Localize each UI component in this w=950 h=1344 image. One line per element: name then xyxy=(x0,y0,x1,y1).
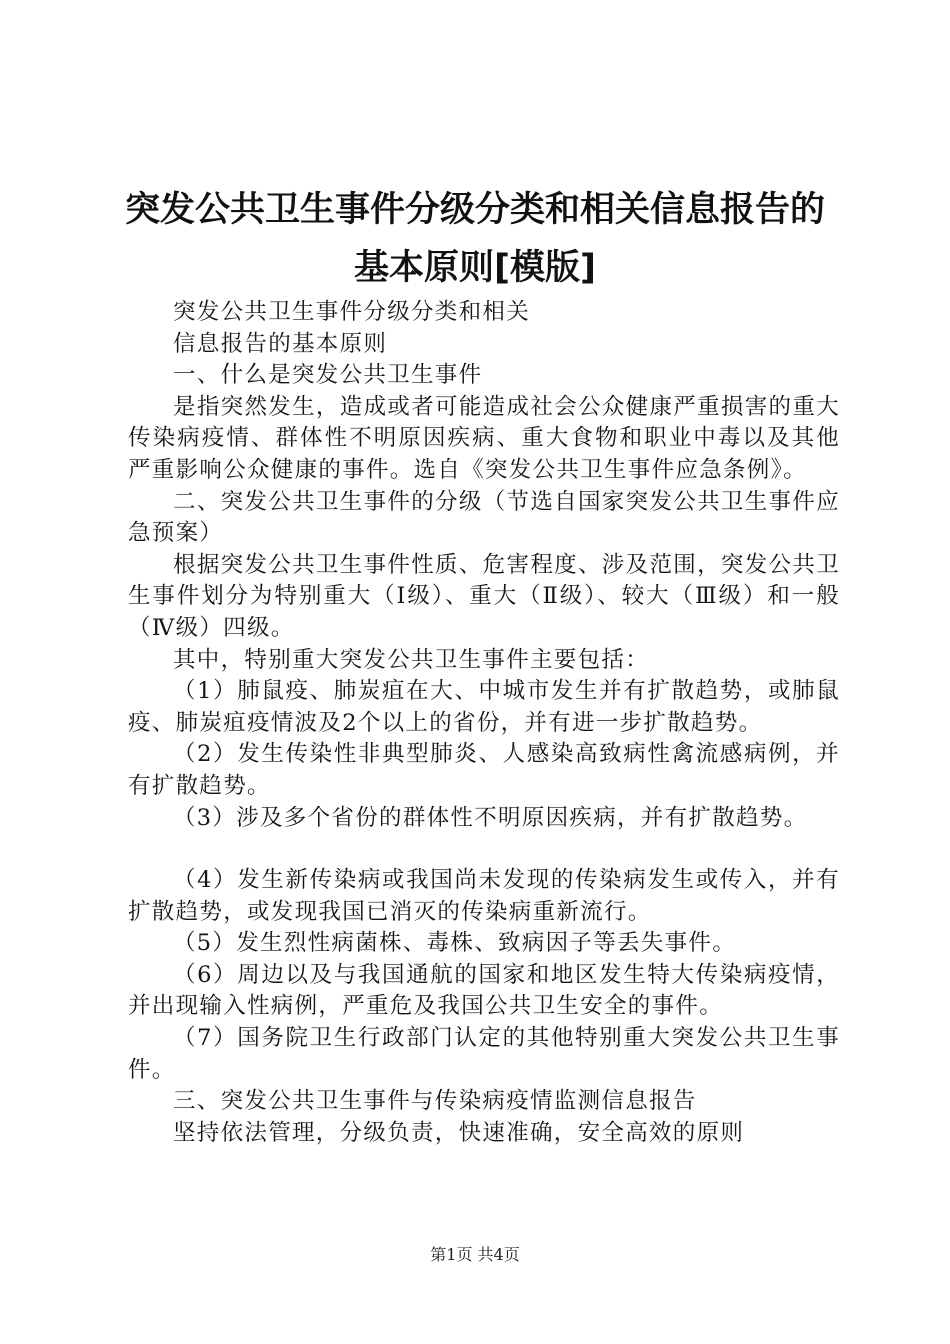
section-heading: 二、突发公共卫生事件的分级（节选自国家突发公共卫生事件应急预案） xyxy=(128,488,840,547)
list-item: （5）发生烈性病菌株、毒株、致病因子等丢失事件。 xyxy=(173,930,737,957)
body-paragraph: 信息报告的基本原则 xyxy=(173,330,388,357)
list-item: （2）发生传染性非典型肺炎、人感染高致病性禽流感病例，并有扩散趋势。 xyxy=(128,741,840,799)
page-number-footer: 第1页 共4页 xyxy=(430,1245,520,1264)
list-item: （1）肺鼠疫、肺炭疽在大、中城市发生并有扩散趋势，或肺鼠疫、肺炭疽疫情波及2个以上的省份，并有进一步扩散趋势。 xyxy=(128,678,840,736)
list-item: （7）国务院卫生行政部门认定的其他特别重大突发公共卫生事件。 xyxy=(128,1025,840,1083)
body-paragraph: 根据突发公共卫生事件性质、危害程度、涉及范围，突发公共卫生事件划分为特别重大（Ⅰ级）、重大（Ⅱ级）、较大（Ⅲ级）和一般（Ⅳ级）四级。 xyxy=(128,551,840,641)
document-title-line-1: 突发公共卫生事件分级分类和相关信息报告的 xyxy=(124,190,825,230)
body-paragraph: 是指突然发生，造成或者可能造成社会公众健康严重损害的重大传染病疫情、群体性不明原因疾病、重大食物和职业中毒以及其他严重影响公众健康的事件。选自《突发公共卫生事件应急条例》。 xyxy=(128,393,840,483)
list-item: （3）涉及多个省份的群体性不明原因疾病，并有扩散趋势。 xyxy=(173,804,808,831)
section-heading: 一、什么是突发公共卫生事件 xyxy=(173,362,483,389)
document-body xyxy=(128,297,840,1149)
list-item: （6）周边以及与我国通航的国家和地区发生特大传染病疫情，并出现输入性病例，严重危及我国公共卫生安全的事件。 xyxy=(128,961,840,1020)
list-item: （4）发生新传染病或我国尚未发现的传染病发生或传入，并有扩散趋势，或发现我国已消灭的传染病重新流行。 xyxy=(128,867,840,925)
document-title-line-2: 基本原则[模版] xyxy=(354,248,596,288)
body-paragraph: 突发公共卫生事件分级分类和相关 xyxy=(173,299,531,325)
body-paragraph: 其中，特别重大突发公共卫生事件主要包括： xyxy=(173,646,650,673)
section-heading: 三、突发公共卫生事件与传染病疫情监测信息报告 xyxy=(173,1088,697,1115)
body-paragraph: 坚持依法管理，分级负责，快速准确，安全高效的原则 xyxy=(173,1119,745,1146)
